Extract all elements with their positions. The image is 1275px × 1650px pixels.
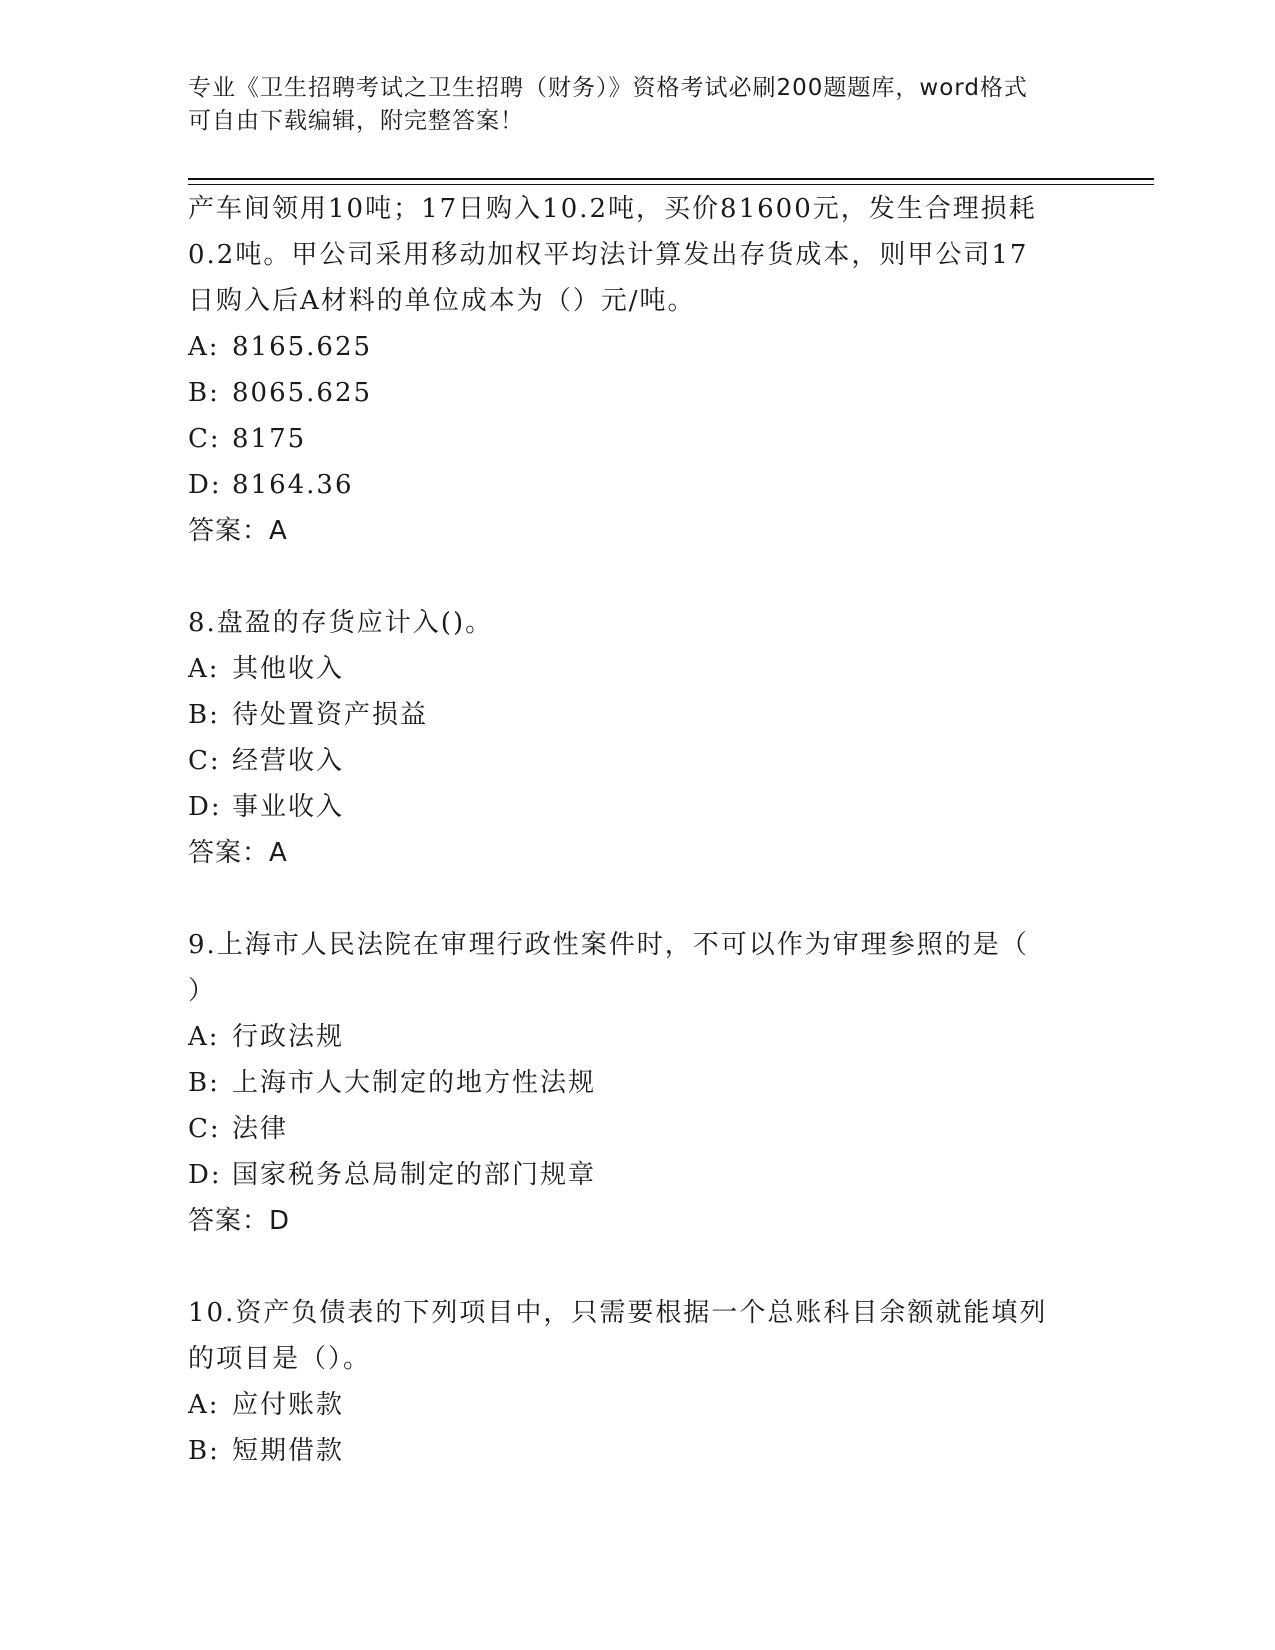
option-text: 8065.625: [232, 378, 373, 408]
question-block-continued: [188, 186, 1088, 554]
option-text: 8175: [232, 424, 307, 454]
question-list: [188, 186, 1088, 1474]
option-letter: B:: [188, 1436, 220, 1466]
question-stem-line: ）: [188, 976, 217, 1006]
option-b: [188, 692, 1088, 738]
option-a: [188, 1014, 1088, 1060]
option-text: 短期借款: [232, 1436, 345, 1466]
option-a: [188, 646, 1088, 692]
option-text: 经营收入: [232, 746, 345, 776]
option-letter: D:: [188, 470, 222, 500]
option-letter: D:: [188, 1160, 222, 1190]
header-line-2: 可自由下载编辑，附完整答案！: [188, 108, 524, 134]
spacer: [188, 1244, 1088, 1290]
question-stem-line: 0.2吨。甲公司采用移动加权平均法计算发出存货成本，则甲公司17: [188, 240, 1029, 270]
question-stem-line: 9.上海市人民法院在审理行政性案件时，不可以作为审理参照的是（: [188, 930, 1029, 960]
option-text: 国家税务总局制定的部门规章: [232, 1160, 597, 1190]
header-line-1: 专业《卫生招聘考试之卫生招聘（财务）》资格考试必刷200题题库，word格式: [188, 75, 1028, 101]
question-stem-line: 10.资产负债表的下列项目中，只需要根据一个总账科目余额就能填列: [188, 1298, 1048, 1328]
option-text: 8165.625: [232, 332, 373, 362]
option-letter: A:: [188, 654, 220, 684]
question-stem-line: 的项目是（）。: [188, 1344, 372, 1374]
option-letter: C:: [188, 1114, 221, 1144]
option-text: 法律: [232, 1114, 289, 1144]
option-letter: A:: [188, 332, 220, 362]
answer-line: 答案：D: [188, 1206, 291, 1236]
question-block-9: [188, 922, 1088, 1244]
option-letter: B:: [188, 378, 220, 408]
option-c: [188, 738, 1088, 784]
option-c: [188, 416, 1088, 462]
header-divider-thick: [188, 178, 1154, 180]
option-letter: B:: [188, 1068, 220, 1098]
option-text: 应付账款: [232, 1390, 345, 1420]
option-letter: A:: [188, 1390, 220, 1420]
option-a: [188, 1382, 1088, 1428]
option-d: [188, 1152, 1088, 1198]
answer-line: 答案：A: [188, 516, 288, 546]
document-header: [188, 72, 1088, 138]
spacer: [188, 876, 1088, 922]
option-letter: A:: [188, 1022, 220, 1052]
option-text: 待处置资产损益: [232, 700, 429, 730]
option-letter: C:: [188, 746, 221, 776]
answer-line: 答案：A: [188, 838, 288, 868]
option-text: 上海市人大制定的地方性法规: [232, 1068, 597, 1098]
question-block-8: [188, 600, 1088, 876]
option-text: 事业收入: [232, 792, 345, 822]
option-c: [188, 1106, 1088, 1152]
question-stem-line: 产车间领用10吨；17日购入10.2吨，买价81600元，发生合理损耗: [188, 194, 1037, 224]
option-b: [188, 370, 1088, 416]
option-letter: C:: [188, 424, 221, 454]
option-text: 其他收入: [232, 654, 345, 684]
option-text: 8164.36: [232, 470, 354, 500]
question-stem-line: 日购入后A材料的单位成本为（）元/吨。: [188, 286, 696, 316]
option-b: [188, 1428, 1088, 1474]
question-stem-line: 8.盘盈的存货应计入()。: [188, 608, 494, 638]
option-d: [188, 784, 1088, 830]
option-b: [188, 1060, 1088, 1106]
question-block-10: [188, 1290, 1088, 1474]
option-text: 行政法规: [232, 1022, 345, 1052]
option-letter: D:: [188, 792, 222, 822]
option-a: [188, 324, 1088, 370]
option-letter: B:: [188, 700, 220, 730]
spacer: [188, 554, 1088, 600]
option-d: [188, 462, 1088, 508]
header-divider-thin: [188, 184, 1154, 185]
